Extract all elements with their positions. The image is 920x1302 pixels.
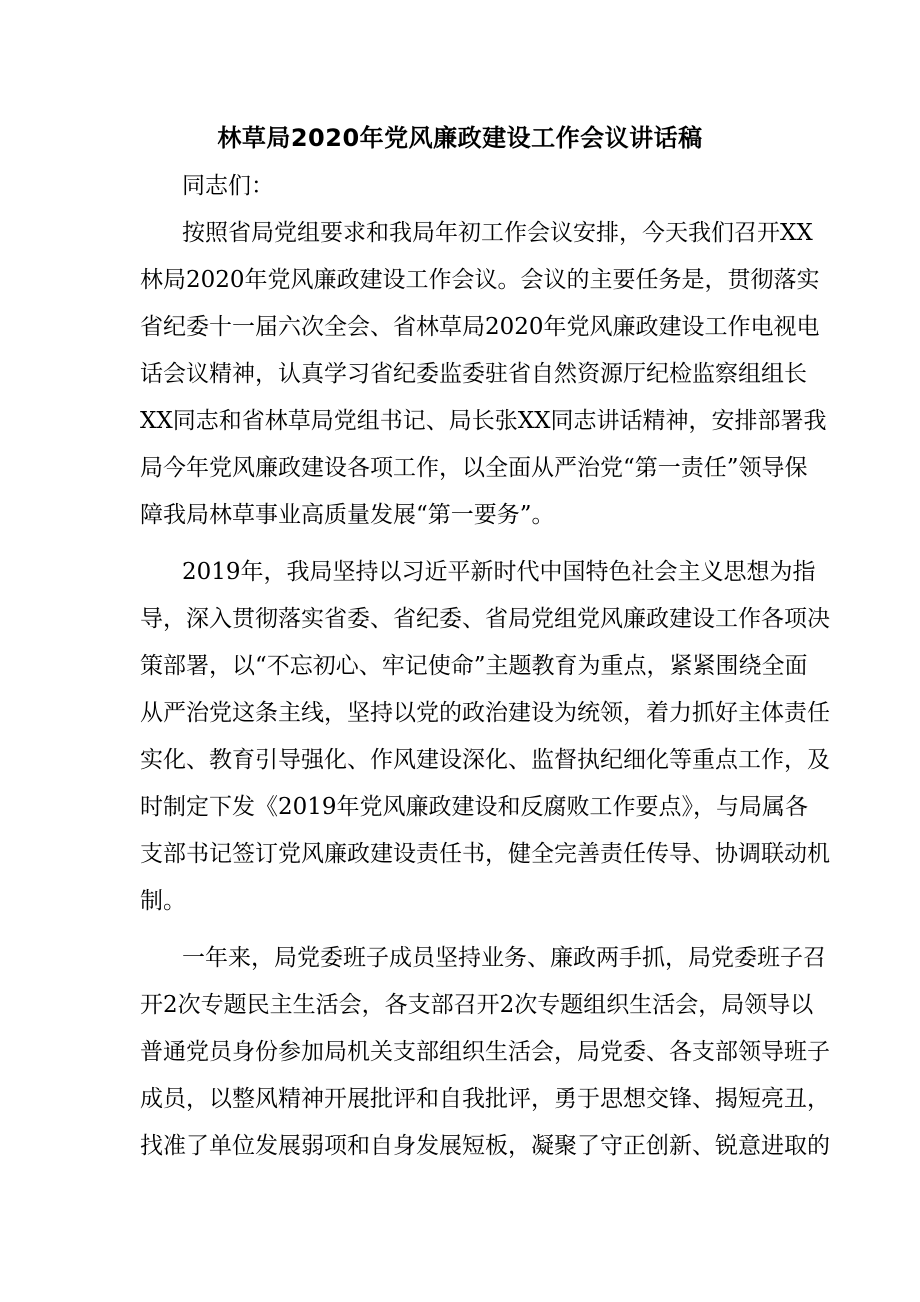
paragraph-line: 局今年党风廉政建设各项工作，以全面从严治党“第一责任”领导保: [140, 455, 808, 481]
paragraph-line: 省纪委十一届六次全会、省林草局2020年党风廉政建设工作电视电: [140, 314, 820, 340]
paragraph-line: 支部书记签订党风廉政建设责任书，健全完善责任传导、协调联动机: [140, 841, 830, 867]
paragraph-line: 一年来，局党委班子成员坚持业务、廉政两手抓，局党委班子召: [182, 945, 826, 971]
paragraph-line: 成员，以整风精神开展批评和自我批评，勇于思想交锋、揭短亮丑，: [140, 1086, 830, 1112]
paragraph-line: 林局2020年党风廉政建设工作会议。会议的主要任务是，贯彻落实: [140, 267, 820, 293]
paragraph-line: 开2次专题民主生活会，各支部召开2次专题组织生活会，局领导以: [140, 992, 814, 1018]
salutation-line: 同志们：: [182, 173, 274, 199]
paragraph-line: 话会议精神，认真学习省纪委监委驻省自然资源厅纪检监察组组长: [140, 361, 807, 387]
paragraph-line: 策部署，以“不忘初心、牢记使命”主题教育为重点，紧紧围绕全面: [140, 653, 808, 679]
paragraph-line: 导，深入贯彻落实省委、省纪委、省局党组党风廉政建设工作各项决: [140, 606, 830, 632]
paragraph-line: 2019年，我局坚持以习近平新时代中国特色社会主义思想为指: [182, 559, 816, 585]
paragraph-line: 按照省局党组要求和我局年初工作会议安排，今天我们召开XX: [182, 220, 813, 246]
paragraph-line: XX同志和省林草局党组书记、局长张XX同志讲话精神，安排部署我: [140, 408, 827, 434]
document-title: 林草局2020年党风廉政建设工作会议讲话稿: [217, 124, 703, 152]
paragraph-line: 障我局林草事业高质量发展“第一要务”。: [140, 502, 555, 528]
paragraph-line: 从严治党这条主线，坚持以党的政治建设为统领，着力抓好主体责任: [140, 700, 830, 726]
paragraph-line: 制。: [140, 888, 186, 914]
paragraph-line: 普通党员身份参加局机关支部组织生活会，局党委、各支部领导班子: [140, 1039, 830, 1065]
paragraph-line: 实化、教育引导强化、作风建设深化、监督执纪细化等重点工作，及: [140, 747, 830, 773]
paragraph-line: 找准了单位发展弱项和自身发展短板，凝聚了守正创新、锐意进取的: [140, 1133, 830, 1159]
paragraph-line: 时制定下发《2019年党风廉政建设和反腐败工作要点》，与局属各: [140, 794, 809, 820]
